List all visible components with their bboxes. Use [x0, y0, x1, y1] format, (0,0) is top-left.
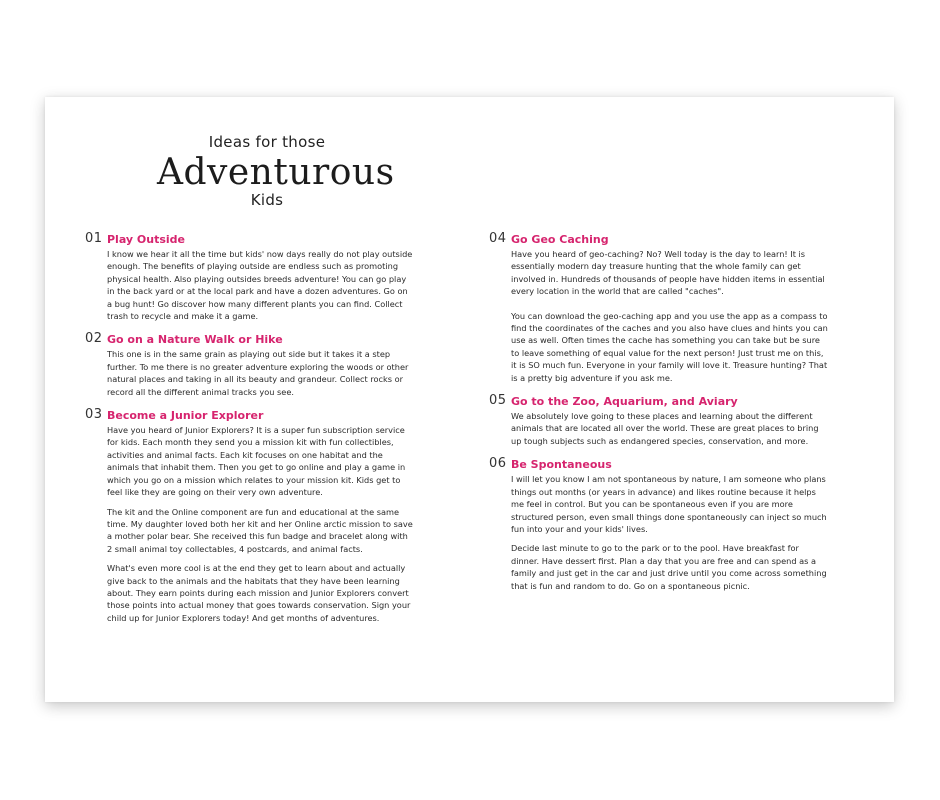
item-paragraph: We absolutely love going to these places and learning about the different animals that are located all over the world. These are great places to bring up tough subjects such as endangered species, conservation, and more. [511, 411, 819, 446]
left-column [85, 232, 415, 624]
item-heading: Go Geo Caching [511, 233, 609, 246]
item-number: 01 [85, 231, 103, 246]
title-main: Adventurous [157, 152, 395, 193]
title-block [157, 133, 395, 209]
item-paragraph: The kit and the Online component are fun and educational at the same time. My daughter loved both her kit and her Online arctic mission to save a mother polar bear. She received this fun badge and bracelet along with 2 small animal toy collectables, 4 postcards, and animal facts. [107, 506, 413, 554]
item-paragraph: Decide last minute to go to the park or to the pool. Have breakfast for dinner. Have dessert first. Plan a day that you are free and can spend as a family and just get in the car and just drive until you come across something that is fun and random to do. Go on a spontaneous picnic. [511, 543, 827, 591]
idea-item-01 [85, 232, 415, 322]
item-number: 05 [489, 393, 507, 409]
title-post: Kids [250, 191, 284, 209]
item-paragraph: Have you heard of Junior Explorers? It is a super fun subscription service for kids. Each month they send you a mission kit with fun collectibles, activities and animal facts. Each kit focuses on one habitat and the animals that inhabit them. Then you get to go online and play a game in which you go on a mission which relates to your mission kit. Kids get to feel like they are going on their very own adventure. [107, 425, 406, 498]
title-pre: Ideas for those [208, 133, 326, 151]
item-heading: Be Spontaneous [511, 458, 612, 472]
item-heading: Go on a Nature Walk or Hike [107, 333, 283, 347]
item-paragraph: What's even more cool is at the end they get to learn about and actually give back to the animals and the habitats that they have been learning about. They earn points during each mission and Junior Explorers convert those points into actual money that goes towards conservation. Sign your child up for Junior Explorers today! And get months of adventures. [107, 563, 411, 623]
item-paragraph: This one is in the same grain as playing out side but it takes it a step further. To me there is no greater adventure exploring the woods or other natural places and taking in all its beauty and grandeur. Collect rocks or record all the different animal tracks you see. [107, 349, 409, 397]
idea-item-05 [489, 394, 829, 447]
item-paragraph: I know we hear it all the time but kids' now days really do not play outside enough. The benefits of playing outside are endless such as promoting physical health. Also playing outsides breeds adventure! You can go play in the back yard or at the local park and have a dozen adventures. Go on a bug hunt! Go discover how many different plants you can find. Collect trash to recycle and make it a game. [107, 249, 413, 322]
item-number: 02 [85, 331, 103, 347]
item-number: 03 [85, 407, 103, 423]
idea-item-03 [85, 408, 415, 624]
idea-item-06 [489, 457, 829, 592]
document-page [45, 97, 894, 702]
item-paragraph: You can download the geo-caching app and you use the app as a compass to find the coordinates of the caches and you also have clues and hints you can use as well. Often times the cache has something you can take but be sure to leave something of equal value for the next person! Just trust me on this, it is SO much fun. Everyone in your family will love it. Treasure hunting? That is a pretty big adventure if you ask me. [511, 310, 828, 383]
idea-item-02 [85, 332, 415, 398]
item-heading: Play Outside [107, 233, 186, 246]
item-paragraph: Have you heard of geo-caching? No? Well today is the day to learn! It is essentially modern day treasure hunting that the whole family can get involved in. Hundreds of thousands of people have hidden items in essential every location in the world that are called "caches". [511, 249, 825, 297]
idea-item-04 [489, 232, 829, 384]
right-column [489, 232, 829, 592]
item-heading: Become a Junior Explorer [107, 409, 264, 423]
item-number: 06 [489, 456, 507, 472]
item-heading: Go to the Zoo, Aquarium, and Aviary [511, 395, 738, 409]
item-number: 04 [489, 231, 507, 246]
item-paragraph: I will let you know I am not spontaneous by nature, I am someone who plans things out months (or years in advance) and likes routine because it helps me feel in control. But you can be spontaneous even if you are more structured person, even small things done spontaneously can inject so much fun into your and your kids' lives. [511, 474, 827, 534]
